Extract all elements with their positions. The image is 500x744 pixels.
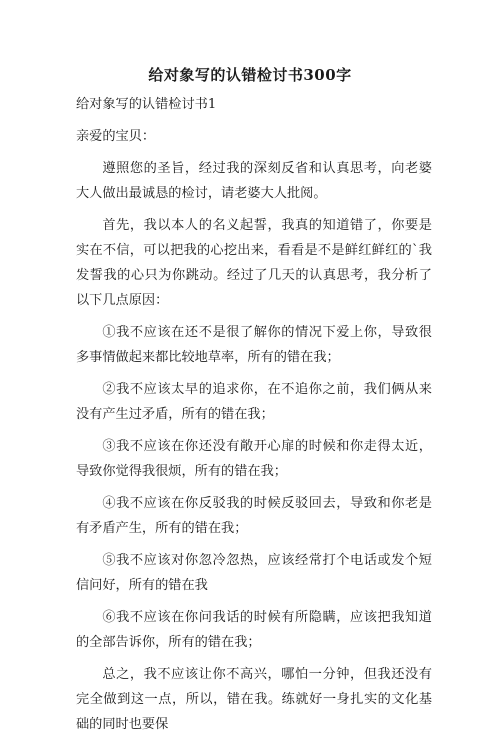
salutation: 亲爱的宝贝： xyxy=(76,129,156,144)
paragraph: ⑤我不应该对你忽冷忽热，应该经常打个电话或发个短信问好，所有的错在我 xyxy=(76,553,432,593)
document-title: 给对象写的认错检讨书300字 xyxy=(148,66,352,84)
paragraph: 总之，我不应该让你不高兴，哪怕一分钟，但我还没有完全做到这一点，所以，错在我。练就好一身扎实的文化基础的同时也要保 xyxy=(76,667,432,732)
document-body xyxy=(76,92,432,744)
paragraph: ⑥我不应该在你问我话的时候有所隐瞒，应该把我知道的全部告诉你，所有的错在我； xyxy=(76,610,432,650)
paragraph: ①我不应该在还不是很了解你的情况下爱上你，导致很多事情做起来都比较地草率，所有的错在我； xyxy=(76,325,432,365)
paragraph: 首先，我以本人的名义起誓，我真的知道错了，你要是实在不信，可以把我的心挖出来，看看是不是鲜红鲜红的`我发誓我的心只为你跳动。经过了几天的认真思考，我分析了以下几点原因： xyxy=(76,218,432,308)
document-subtitle: 给对象写的认错检讨书1 xyxy=(76,97,217,112)
paragraph: 遵照您的圣旨，经过我的深刻反省和认真思考，向老婆大人做出最诚恳的检讨，请老婆大人批阅。 xyxy=(76,161,432,201)
paragraph: ③我不应该在你还没有敞开心扉的时候和你走得太近，导致你觉得我很烦，所有的错在我； xyxy=(76,439,432,479)
paragraph: ②我不应该太早的追求你，在不追你之前，我们俩从来没有产生过矛盾，所有的错在我； xyxy=(76,382,432,422)
paragraph: ④我不应该在你反驳我的时候反驳回去，导致和你老是有矛盾产生，所有的错在我； xyxy=(76,496,432,536)
